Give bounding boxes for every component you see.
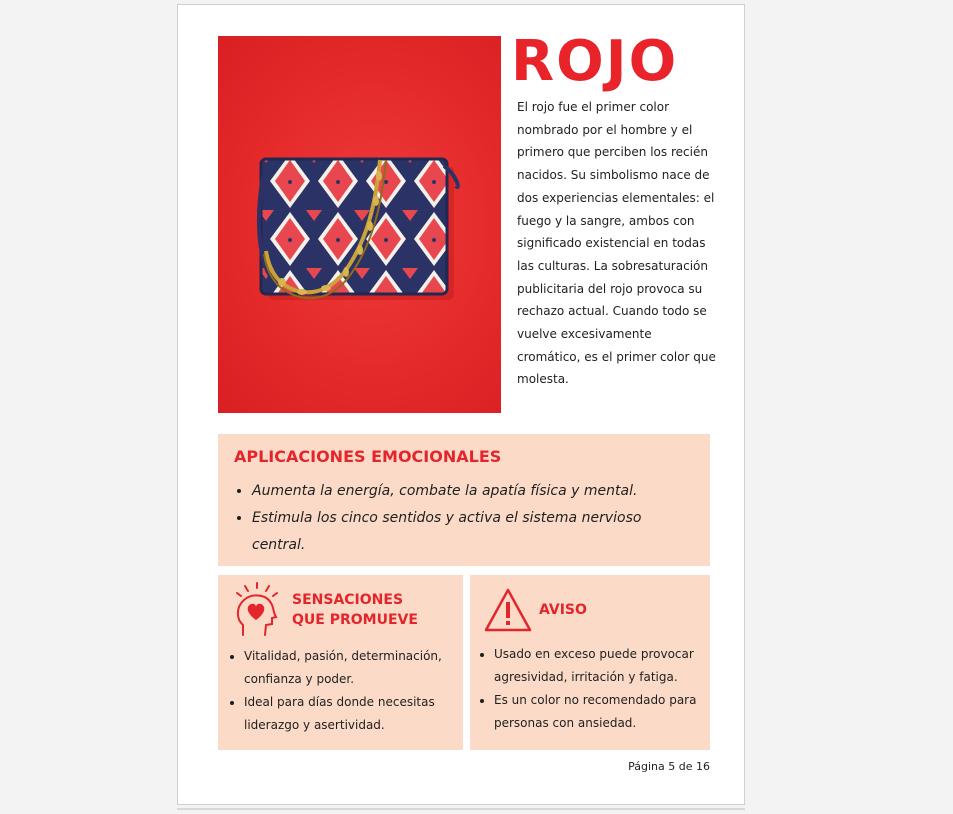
sensations-heading-line1: SENSACIONES [292,592,404,608]
page-title: ROJO [511,29,679,94]
sensations-box [218,575,463,750]
list-item: • Es un color no recomendado para personas con ansiedad. [494,689,714,735]
head-heart-icon [232,581,282,639]
intro-paragraph: El rojo fue el primer color nombrado por el hombre y el primero que perciben los recién nacidos. Su simbolismo nace de dos experiencias elementales: el fuego y la sangre, ambos con significado existencial en todas las culturas. La sobresaturación publicitaria del rojo provoca su rechazo actual. Cuando todo se vuelve excesivamente cromático, es el primer color que molesta. [517,100,716,387]
sensations-heading [292,590,418,630]
warning-list [480,643,714,735]
emotional-list [234,478,694,559]
sensations-list [230,645,466,737]
page-number: Página 5 de 16 [628,760,710,773]
list-item: • Ideal para días donde necesitas liderazgo y asertividad. [244,691,466,737]
emotional-heading: APLICACIONES EMOCIONALES [234,447,502,466]
warning-triangle-icon [483,587,533,633]
document-page [177,4,745,805]
sensations-heading-line2: QUE PROMUEVE [292,612,418,628]
list-item: • Estimula los cinco sentidos y activa el sistema nervioso central. [252,505,694,559]
red-bag-photo [218,36,501,413]
warning-box [470,575,710,750]
crochet-bag-image [218,36,501,413]
list-item: • Usado en exceso puede provocar agresividad, irritación y fatiga. [494,643,714,689]
list-item: • Vitalidad, pasión, determinación, confianza y poder. [244,645,466,691]
next-page-edge [177,808,745,810]
warning-heading: AVISO [539,602,587,618]
emotional-applications-box [218,434,710,566]
list-item: • Aumenta la energía, combate la apatía física y mental. [252,478,694,505]
